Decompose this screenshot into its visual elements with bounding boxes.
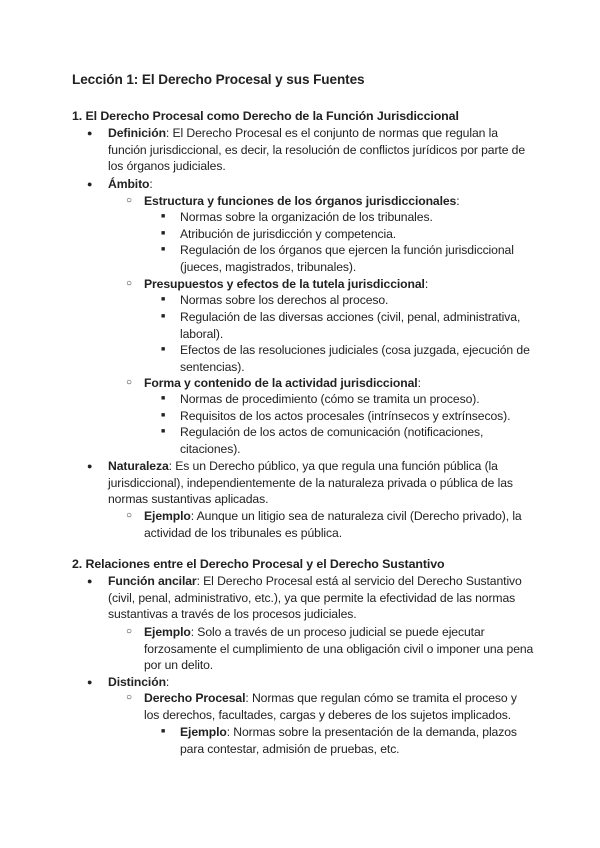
bullet-disc-icon: ● bbox=[87, 179, 93, 189]
list-item bbox=[161, 292, 530, 309]
term: Distinción bbox=[108, 675, 166, 689]
list-item-ejemplo bbox=[126, 508, 534, 541]
bullet-circle-icon: ○ bbox=[126, 510, 132, 521]
bullet-disc-icon: ● bbox=[87, 461, 93, 471]
section-2-heading: 2. Relaciones entre el Derecho Procesal y el Derecho Sustantivo bbox=[72, 557, 445, 571]
item-text: : Aunque un litigio sea de naturaleza civil (Derecho privado), la actividad de los tribunales es pública. bbox=[144, 509, 522, 540]
term: Definición bbox=[108, 126, 166, 140]
list-item bbox=[161, 408, 530, 425]
section-1-heading: 1. El Derecho Procesal como Derecho de la Función Jurisdiccional bbox=[72, 109, 459, 123]
term: Función ancilar bbox=[108, 574, 197, 588]
list-item-derecho-procesal bbox=[126, 690, 534, 723]
list-item-definicion bbox=[87, 125, 538, 175]
list-item-estructura bbox=[126, 193, 534, 210]
bullet-disc-icon: ● bbox=[87, 128, 93, 138]
item-text: : Normas sobre la presentación de la demanda, plazos para contestar, admisión de pruebas, etc. bbox=[180, 725, 517, 756]
term: Ejemplo bbox=[144, 625, 191, 639]
bullet-circle-icon: ○ bbox=[126, 195, 132, 206]
bullet-square-icon: ■ bbox=[161, 346, 166, 353]
list-item bbox=[161, 226, 530, 243]
item-text: Normas sobre la organización de los tribunales. bbox=[180, 210, 433, 224]
item-text: : bbox=[417, 376, 421, 390]
list-item bbox=[161, 424, 530, 457]
item-text: : bbox=[149, 177, 153, 191]
item-text: : El Derecho Procesal está al servicio del Derecho Sustantivo (civil, penal, administrativo, etc.), ya que permite la efectividad de las normas sustantivas a través de los procesos judiciales. bbox=[108, 574, 522, 622]
bullet-square-icon: ■ bbox=[161, 412, 166, 419]
term: Ámbito bbox=[108, 177, 150, 191]
list-item-distincion bbox=[87, 674, 538, 691]
item-text: : bbox=[424, 277, 429, 291]
document-title: Lección 1: El Derecho Procesal y sus Fuentes bbox=[72, 72, 365, 87]
list-item-ejemplo bbox=[126, 624, 534, 674]
bullet-square-icon: ■ bbox=[161, 246, 166, 253]
list-item-funcion-ancilar bbox=[87, 573, 538, 623]
item-text: : Normas que regulan cómo se tramita el proceso y los derechos, facultades, cargas y deberes de los sujetos implicados. bbox=[144, 691, 517, 722]
bullet-square-icon: ■ bbox=[161, 395, 166, 402]
bullet-circle-icon: ○ bbox=[126, 626, 132, 637]
item-text: Regulación de las diversas acciones (civil, penal, administrativa, laboral). bbox=[180, 310, 521, 341]
item-text: Regulación de los actos de comunicación (notificaciones, citaciones). bbox=[180, 425, 484, 456]
term: Presupuestos y efectos de la tutela jurisdiccional bbox=[144, 277, 425, 291]
bullet-square-icon: ■ bbox=[161, 313, 166, 320]
list-item-presupuestos bbox=[126, 276, 534, 293]
list-item-ambito bbox=[87, 176, 538, 193]
bullet-square-icon: ■ bbox=[161, 428, 166, 435]
term: Estructura y funciones de los órganos jurisdiccionales bbox=[144, 194, 457, 208]
bullet-square-icon: ■ bbox=[161, 296, 166, 303]
item-text: Normas de procedimiento (cómo se tramita un proceso). bbox=[180, 392, 480, 406]
term: Derecho Procesal bbox=[144, 691, 246, 705]
list-item bbox=[161, 342, 530, 375]
list-item bbox=[161, 209, 530, 226]
list-item bbox=[161, 309, 530, 342]
item-text: Atribución de jurisdicción y competencia. bbox=[180, 227, 397, 241]
item-text: : El Derecho Procesal es el conjunto de normas que regulan la función jurisdiccional, es decir, la resolución de conflictos jurídicos por parte de los órganos judiciales. bbox=[108, 126, 526, 174]
item-text: : bbox=[165, 675, 170, 689]
bullet-square-icon: ■ bbox=[161, 230, 166, 237]
item-text: : Es un Derecho público, ya que regula una función pública (la jurisdiccional), independientemente de la naturaleza privada o pública de las normas sustantivas aplicadas. bbox=[108, 459, 513, 507]
term: Ejemplo bbox=[144, 509, 191, 523]
bullet-square-icon: ■ bbox=[161, 728, 166, 735]
item-text: Efectos de las resoluciones judiciales (cosa juzgada, ejecución de sentencias). bbox=[180, 343, 530, 374]
bullet-square-icon: ■ bbox=[161, 213, 166, 220]
term: Ejemplo bbox=[180, 725, 227, 739]
list-item bbox=[161, 391, 530, 408]
bullet-circle-icon: ○ bbox=[126, 278, 132, 289]
list-item-forma bbox=[126, 375, 534, 392]
item-text: Requisitos de los actos procesales (intrínsecos y extrínsecos). bbox=[180, 409, 511, 423]
term: Naturaleza bbox=[108, 459, 169, 473]
bullet-circle-icon: ○ bbox=[126, 692, 132, 703]
term: Forma y contenido de la actividad jurisdiccional bbox=[144, 376, 418, 390]
bullet-disc-icon: ● bbox=[87, 576, 93, 586]
item-text: : Solo a través de un proceso judicial se puede ejecutar forzosamente el cumplimiento de una obligación civil o imponer una pena por un delito. bbox=[144, 625, 534, 673]
bullet-circle-icon: ○ bbox=[126, 377, 132, 388]
list-item-ejemplo bbox=[161, 724, 530, 757]
item-text: Regulación de los órganos que ejercen la función jurisdiccional (jueces, magistrados, tribunales). bbox=[180, 243, 514, 274]
item-text: Normas sobre los derechos al proceso. bbox=[180, 293, 389, 307]
list-item bbox=[161, 242, 530, 275]
bullet-disc-icon: ● bbox=[87, 677, 93, 687]
item-text: : bbox=[456, 194, 460, 208]
list-item-naturaleza bbox=[87, 458, 538, 508]
